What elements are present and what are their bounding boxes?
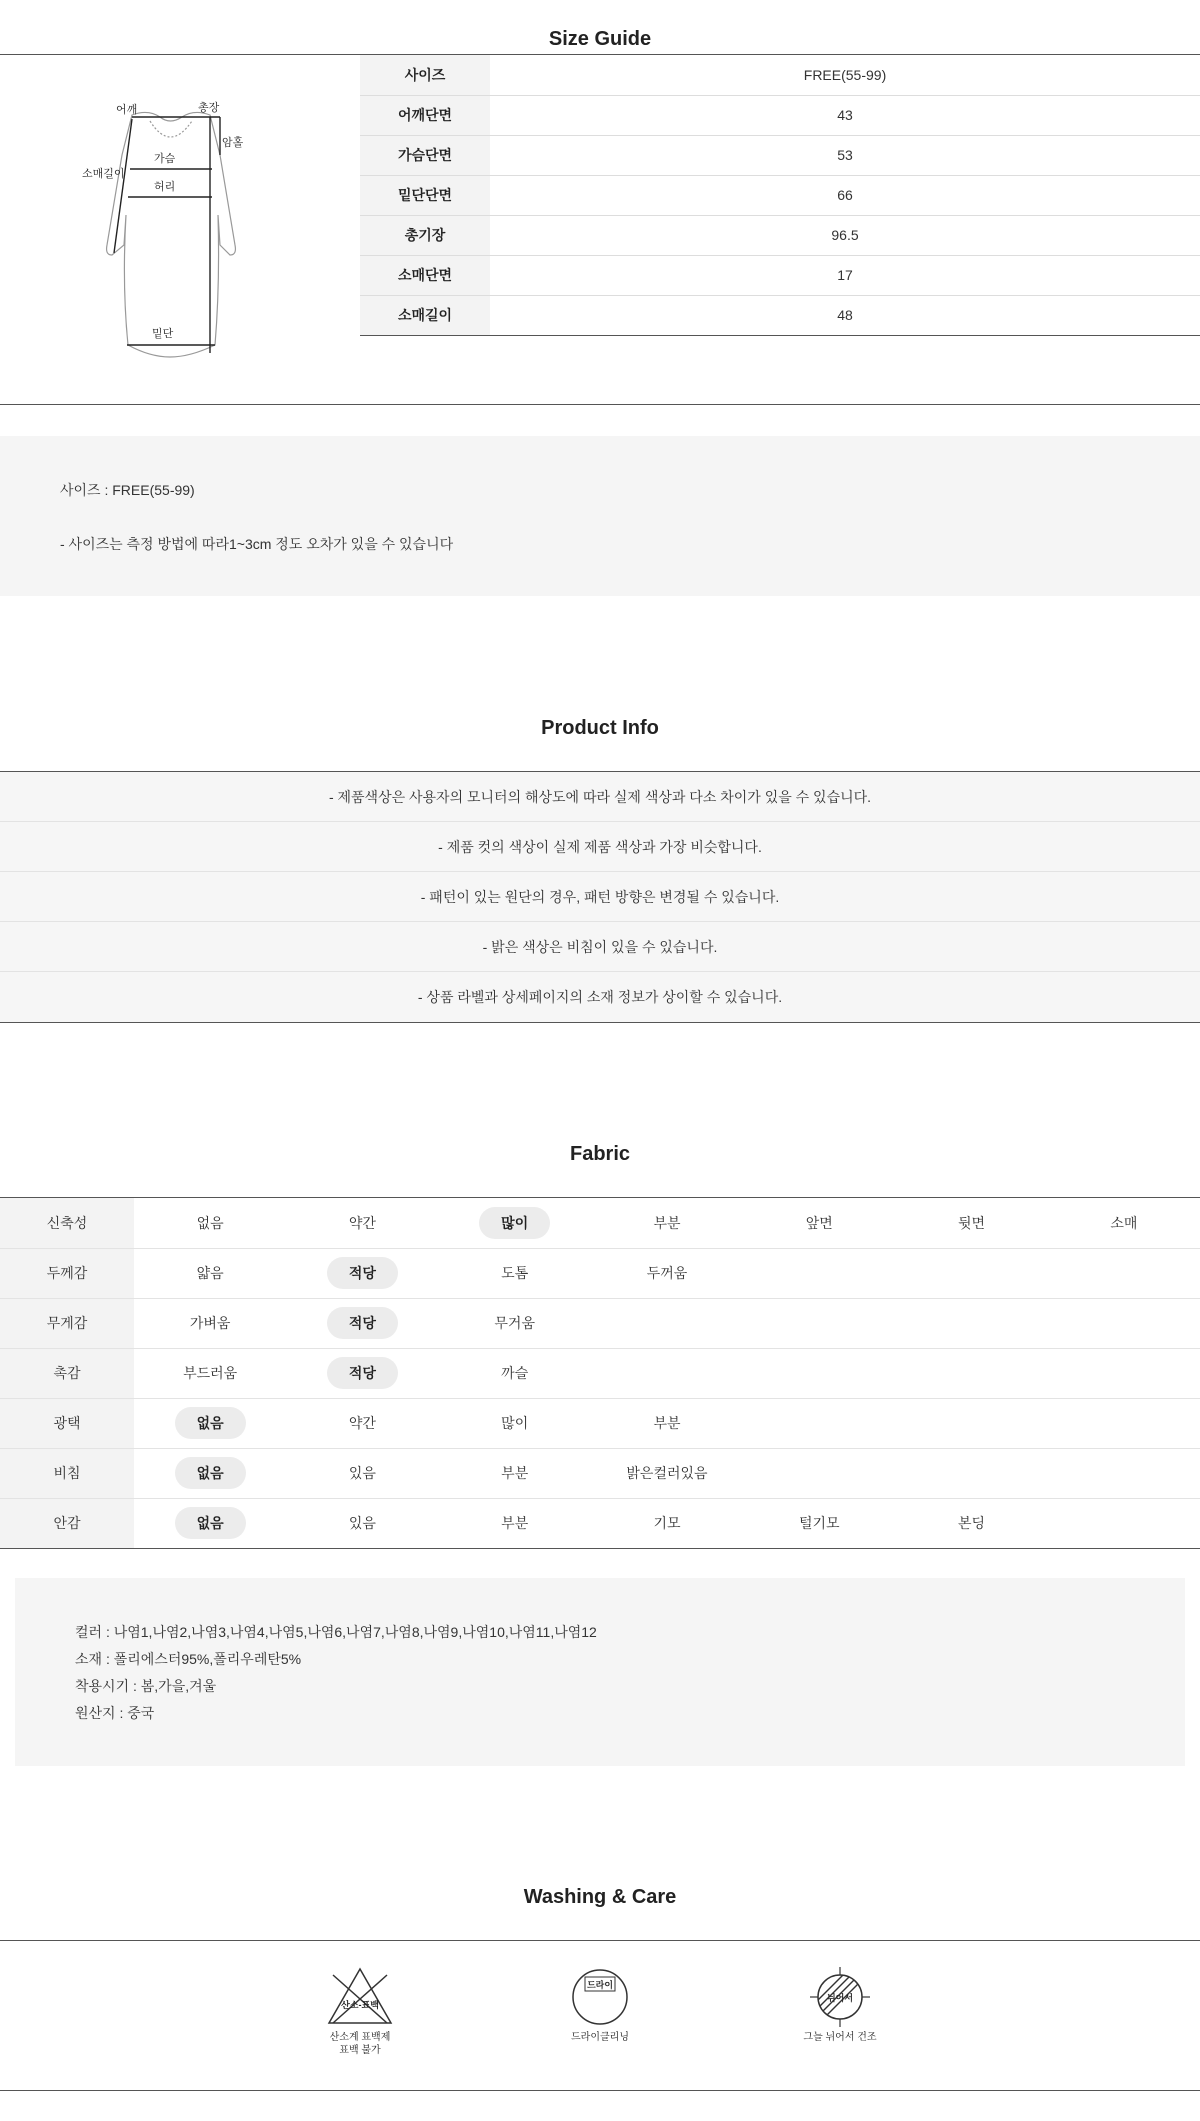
divider xyxy=(0,1022,1200,1023)
origin-detail: 원산지 : 중국 xyxy=(75,1705,155,1721)
fabric-table xyxy=(0,1198,1200,1549)
size-row-label: 소매단면 xyxy=(360,255,490,295)
fabric-option: 약간 xyxy=(348,1415,376,1431)
fabric-option: 도톰 xyxy=(501,1265,529,1281)
fabric-option-cell xyxy=(286,1498,438,1548)
washing-title: Washing & Care xyxy=(523,1886,677,1908)
dry-flat-icon-text: 뉘어서 xyxy=(826,1993,854,2003)
fabric-row-label: 두께감 xyxy=(0,1248,134,1298)
fabric-option-cell xyxy=(591,1448,743,1498)
fabric-option: 뒷면 xyxy=(958,1214,986,1231)
fabric-option-cell xyxy=(1048,1398,1200,1448)
fabric-option: 부분 xyxy=(653,1214,681,1231)
care-item-dry-flat xyxy=(780,1965,900,2044)
fabric-row xyxy=(0,1398,1200,1448)
size-row-value: 17 xyxy=(490,255,1200,295)
fabric-row xyxy=(0,1298,1200,1348)
diagram-label-waist: 허리 xyxy=(154,181,176,193)
fabric-option-cell xyxy=(895,1448,1047,1498)
fabric-option: 기모 xyxy=(653,1515,681,1531)
size-row-label: 가슴단면 xyxy=(360,135,490,175)
size-row xyxy=(360,135,1200,175)
fabric-option-cell xyxy=(1048,1348,1200,1398)
fabric-option: 무거움 xyxy=(494,1315,535,1331)
fabric-option-cell xyxy=(286,1448,438,1498)
size-diagram xyxy=(70,95,270,365)
fabric-option-cell xyxy=(286,1248,438,1298)
fabric-option: 소매 xyxy=(1110,1214,1138,1231)
dry-flat-label: 그늘 뉘어서 건조 xyxy=(803,2032,877,2043)
fabric-option: 있음 xyxy=(348,1515,376,1531)
fabric-title: Fabric xyxy=(569,1143,631,1165)
fabric-option: 부분 xyxy=(501,1465,529,1481)
fabric-option-cell xyxy=(134,1348,286,1398)
fabric-option: 앞면 xyxy=(805,1214,833,1231)
fabric-option: 두꺼움 xyxy=(646,1265,688,1281)
fabric-option-selected: 많이 xyxy=(479,1207,550,1239)
fabric-row xyxy=(0,1498,1200,1548)
size-row xyxy=(360,295,1200,335)
fabric-option-cell xyxy=(134,1448,286,1498)
fabric-option: 부드러움 xyxy=(183,1365,238,1381)
info-row: - 상품 라벨과 상세페이지의 소재 정보가 상이할 수 있습니다. xyxy=(0,972,1200,1022)
size-row xyxy=(360,55,1200,95)
fabric-row xyxy=(0,1198,1200,1248)
fabric-option-cell xyxy=(895,1498,1047,1548)
fabric-option-cell xyxy=(591,1498,743,1548)
fabric-option: 얇음 xyxy=(196,1265,224,1281)
fabric-option: 부분 xyxy=(501,1515,529,1531)
product-info-title: Product Info xyxy=(541,717,659,739)
fabric-option-cell xyxy=(286,1398,438,1448)
fabric-row xyxy=(0,1348,1200,1398)
fabric-option-cell xyxy=(439,1298,591,1348)
fabric-option-selected: 적당 xyxy=(327,1307,398,1339)
size-guide-title: Size Guide xyxy=(548,28,652,50)
fabric-option-cell xyxy=(439,1398,591,1448)
dry-clean-icon-text: 드라이 xyxy=(586,1980,614,1990)
fabric-option-selected: 없음 xyxy=(175,1507,246,1539)
size-row-label: 어깨단면 xyxy=(360,95,490,135)
fabric-option: 있음 xyxy=(348,1465,376,1481)
bleach-label-1: 산소계 표백제 xyxy=(329,2032,391,2043)
fabric-option-cell xyxy=(743,1498,895,1548)
fabric-option-cell xyxy=(439,1348,591,1398)
product-info-list xyxy=(0,772,1200,1022)
care-item-bleach xyxy=(300,1965,420,2057)
size-note: 사이즈 : FREE(55-99) xyxy=(60,482,195,498)
fabric-row-label: 촉감 xyxy=(0,1348,134,1398)
fabric-option-cell xyxy=(895,1298,1047,1348)
fabric-row-label: 안감 xyxy=(0,1498,134,1548)
size-row-label: 사이즈 xyxy=(360,55,490,95)
fabric-row-label: 비침 xyxy=(0,1448,134,1498)
fabric-option-cell xyxy=(286,1348,438,1398)
fabric-option: 많이 xyxy=(501,1415,529,1431)
size-row-value: 48 xyxy=(490,295,1200,335)
size-table xyxy=(360,55,1200,336)
fabric-option-cell xyxy=(134,1198,286,1248)
fabric-option-selected: 없음 xyxy=(175,1457,246,1489)
size-row-value: 66 xyxy=(490,175,1200,215)
fabric-option-cell xyxy=(591,1298,743,1348)
fabric-option-cell xyxy=(439,1498,591,1548)
shade-dry-flat-icon xyxy=(805,1965,875,2027)
fabric-option-cell xyxy=(286,1198,438,1248)
info-row: - 제품색상은 사용자의 모니터의 해상도에 따라 실제 색상과 다소 차이가 있을 수 있습니다. xyxy=(0,772,1200,822)
fabric-details-box xyxy=(15,1578,1185,1766)
fabric-option-cell xyxy=(1048,1248,1200,1298)
fabric-option-cell xyxy=(743,1298,895,1348)
size-note-box xyxy=(0,436,1200,596)
size-row-label: 밑단단면 xyxy=(360,175,490,215)
diagram-label-total-length: 총장 xyxy=(198,102,220,114)
fabric-option-selected: 없음 xyxy=(175,1407,246,1439)
fabric-option: 털기모 xyxy=(798,1515,840,1531)
fabric-option-cell xyxy=(591,1198,743,1248)
fabric-option-selected: 적당 xyxy=(327,1357,398,1389)
fabric-row xyxy=(0,1248,1200,1298)
dry-clean-icon xyxy=(565,1965,635,2027)
fabric-option-cell xyxy=(743,1348,895,1398)
divider xyxy=(0,2090,1200,2091)
fabric-option: 까슬 xyxy=(501,1365,529,1381)
fabric-option-cell xyxy=(134,1248,286,1298)
fabric-option-cell xyxy=(439,1248,591,1298)
size-row-value: 53 xyxy=(490,135,1200,175)
fabric-option-cell xyxy=(1048,1498,1200,1548)
fabric-option-cell xyxy=(1048,1448,1200,1498)
fabric-row-label: 광택 xyxy=(0,1398,134,1448)
fabric-option-cell xyxy=(895,1198,1047,1248)
size-row xyxy=(360,255,1200,295)
size-row xyxy=(360,215,1200,255)
fabric-option: 약간 xyxy=(348,1214,376,1231)
fabric-row-label: 신축성 xyxy=(0,1198,134,1248)
fabric-option: 밝은컬러있음 xyxy=(626,1465,708,1481)
bleach-icon-text: 산소-표백 xyxy=(341,2000,379,2010)
info-row: - 제품 컷의 색상이 실제 제품 색상과 가장 비슷합니다. xyxy=(0,822,1200,872)
fabric-option: 부분 xyxy=(653,1415,681,1431)
fabric-option-cell xyxy=(134,1498,286,1548)
fabric-option-cell xyxy=(591,1248,743,1298)
size-row-value: 43 xyxy=(490,95,1200,135)
fabric-option-cell xyxy=(439,1198,591,1248)
fabric-option-cell xyxy=(591,1348,743,1398)
color-detail: 컬러 : 나염1,나염2,나염3,나염4,나염5,나염6,나염7,나염8,나염9,나염10,나염11,나염12 xyxy=(75,1624,597,1640)
fabric-option-cell xyxy=(1048,1298,1200,1348)
info-row: - 밝은 색상은 비침이 있을 수 있습니다. xyxy=(0,922,1200,972)
size-row-value: 96.5 xyxy=(490,215,1200,255)
info-row: - 패턴이 있는 원단의 경우, 패턴 방향은 변경될 수 있습니다. xyxy=(0,872,1200,922)
divider xyxy=(0,1940,1200,1941)
fabric-option: 본딩 xyxy=(958,1515,986,1531)
measure-note: - 사이즈는 측정 방법에 따라1~3cm 정도 오차가 있을 수 있습니다 xyxy=(60,536,454,552)
fabric-option-cell xyxy=(743,1248,895,1298)
size-row xyxy=(360,175,1200,215)
fabric-option-cell xyxy=(1048,1198,1200,1248)
size-row-value: FREE(55-99) xyxy=(490,55,1200,95)
fabric-option-cell xyxy=(743,1198,895,1248)
fabric-option-cell xyxy=(743,1448,895,1498)
diagram-label-armhole: 암홀 xyxy=(222,137,244,149)
size-row xyxy=(360,95,1200,135)
fabric-option-cell xyxy=(286,1298,438,1348)
fabric-option-cell xyxy=(134,1398,286,1448)
fabric-option-cell xyxy=(134,1298,286,1348)
diagram-label-sleeve-length: 소매길이 xyxy=(82,168,125,180)
diagram-label-hem: 밑단 xyxy=(152,328,174,340)
fabric-option-cell xyxy=(895,1398,1047,1448)
fabric-option: 없음 xyxy=(196,1214,224,1231)
fabric-row-label: 무게감 xyxy=(0,1298,134,1348)
care-item-dry-clean xyxy=(540,1965,660,2044)
divider xyxy=(0,404,1200,405)
fabric-option-selected: 적당 xyxy=(327,1257,398,1289)
fabric-option-cell xyxy=(895,1248,1047,1298)
season-detail: 착용시기 : 봄,가을,겨울 xyxy=(75,1678,217,1694)
fabric-option-cell xyxy=(895,1348,1047,1398)
no-bleach-icon xyxy=(325,1965,395,2027)
fabric-row xyxy=(0,1448,1200,1498)
material-detail: 소재 : 폴리에스터95%,폴리우레탄5% xyxy=(75,1651,302,1667)
fabric-option-cell xyxy=(743,1398,895,1448)
size-row-label: 총기장 xyxy=(360,215,490,255)
diagram-label-shoulder: 어깨 xyxy=(116,104,138,116)
fabric-option-cell xyxy=(439,1448,591,1498)
dry-clean-label: 드라이클리닝 xyxy=(571,2032,629,2043)
bleach-label-2: 표백 불가 xyxy=(339,2045,381,2056)
diagram-label-chest: 가슴 xyxy=(154,153,176,165)
fabric-option-cell xyxy=(591,1398,743,1448)
size-row-label: 소매길이 xyxy=(360,295,490,335)
fabric-option: 가벼움 xyxy=(189,1315,231,1331)
